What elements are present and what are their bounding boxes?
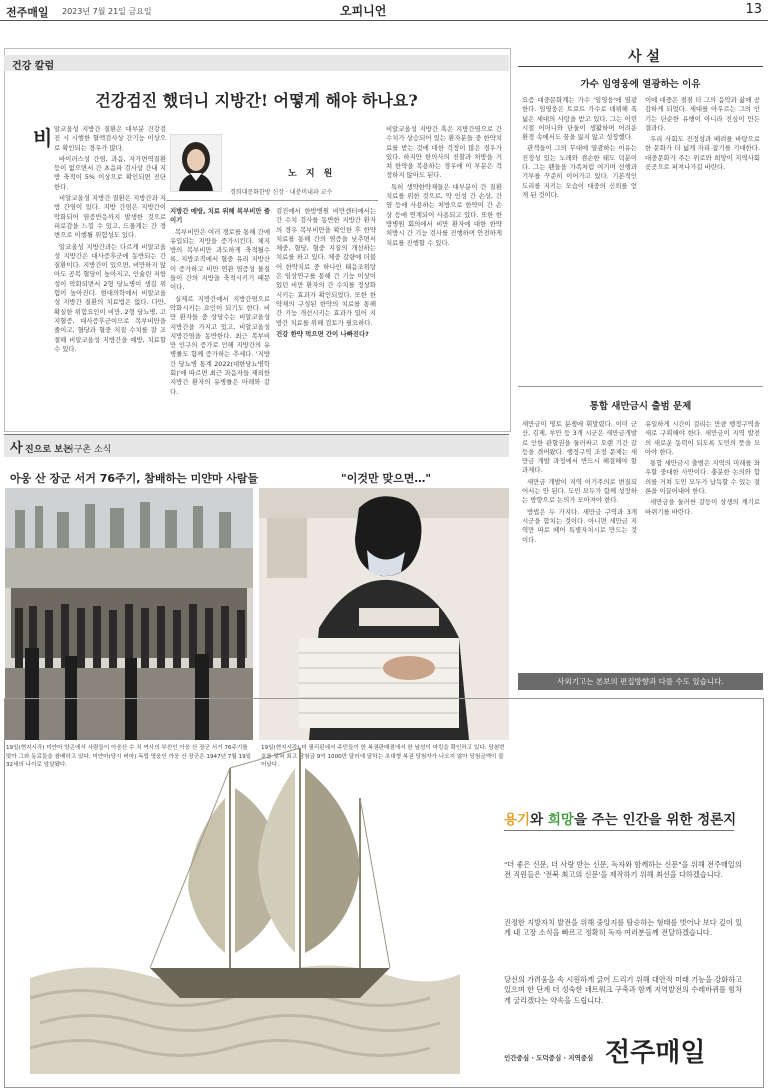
ed1-col1-p2: 관객들이 그의 무대에 열광하는 이유는 진정성 있는 노래와 겸손한 태도 덕분이다. 그는 팬들을 가족처럼 여기며 선행과 기부를 꾸준히 이어가고 있다. 기본적인 도리를 지키는 모습이 대중의 신뢰를 얻게 된 것이다. [522, 144, 637, 199]
ad-rule [504, 830, 734, 831]
photo-2-caption: 19일(현지시각) 미 필리핀에서 주민들이 한 복권판매점에서 한 남성이 마킹을 확인하고 있다. 당첨번호를 맞혀 최고 당첨금 9억 1000만 달러에 달하는 초대형 복권 당첨자가 나오지 않아 당첨금액이 불어났다. [261, 745, 505, 768]
newspaper-logo: 전주매일 [605, 1038, 706, 1068]
health-col-4 [386, 125, 502, 425]
editorial-divider [518, 386, 763, 387]
health-col-1 [54, 125, 166, 425]
ad-headline-courage: 용기 [504, 812, 531, 828]
health-col2-sub: 지방간 예방, 치료 위해 복부비만 줄이기 [170, 207, 270, 225]
editorial-1-col-2 [645, 96, 760, 380]
sailing-ship-icon [30, 728, 460, 1074]
editorial-header [518, 46, 763, 67]
ad-illustration [30, 728, 460, 1074]
health-col1-p1: 알코올성 지방간 질환은 대부분 건강검진 시 시행한 혈액검사상 간기능 이상으로 확인되는 경우가 많다. [54, 125, 166, 152]
photo-2-title: "이것만 맞으면…" [341, 472, 432, 485]
ed1-col1-p1: 요즘 대중문화계는 가수 '임영웅'에 열광한다. 임영웅은 트로트 가수로 데뷔해 폭넓은 세대의 사랑을 받고 있다. 그는 어린 시절 어머니와 단둘이 생활하며 어려운 환경 속에서도 꿈을 잃지 않고 성장했다. [522, 96, 637, 142]
ed2-col1-p1: 새만금이 영토 분쟁에 휘말렸다. 이미 군산, 김제, 부안 등 3개 시군은 새만금개발로 인한 관할권을 둘러싸고 오랜 기간 갈등을 겪어왔다. 행정구역 조정 문제는 새만금 개발 과정에서 반드시 해결해야 할 과제다. [522, 420, 637, 475]
health-article-title: 건강검진 했더니 지방간! 어떻게 해야 하나요? [95, 91, 418, 110]
health-col1-p3: 비알코올성 지방간 질환은 지방간과 지방 간염이 있다. 지방 간염은 지방간이 악화되어 염증반응까지 발생한 것으로 피로감을 느낄 수 있고, 드물게는 간 경변으로 이행될 위험성도 있다. [54, 194, 166, 240]
editorial-1-title: 가수 임영웅에 열광하는 이유 [580, 79, 701, 90]
author-role: 경희대문화한방 신장 · 내분비내과 교수 [230, 189, 333, 196]
contribution-notice [518, 673, 763, 690]
editorial-header-label: 사 설 [628, 49, 660, 65]
ed1-col2-p2: 우리 사회도 진정성과 배려를 바탕으로 한 문화가 더 넓게 자리 잡기를 기대한다. 대중문화가 주는 위로와 희망이 지역사회 곳곳으로 퍼져나가길 바란다. [645, 135, 760, 172]
ad-headline-hope: 희망 [547, 812, 574, 828]
ad-headline-and: 와 [530, 812, 548, 828]
ed1-col2-p1: 이에 대중은 점점 더 그의 음악과 삶에 공감하게 되었다. 세대를 아우르는 그의 인기는 단순한 유행이 아니라 진심이 만든 결과다. [645, 96, 760, 132]
ad-headline [504, 808, 736, 828]
ed2-col1-p2: 새만금 개발이 지역 이기주의로 변질되어서는 안 된다. 도민 모두가 함께 성장하는 방향으로 논의가 모아져야 한다. [522, 477, 637, 505]
health-col-3 [276, 207, 376, 425]
editorial-2-title: 통합 새만금시 출범 문제 [589, 401, 692, 412]
ad-paragraph-1: "더 좋은 신문, 더 사랑 받는 신문, 독자와 함께하는 신문"을 위해 전주매일의 전 직원들은 '전북 최고의 신문'을 제작하기 위해 최선을 다하겠습니다. [504, 860, 742, 880]
editorial-1-col-1 [522, 96, 637, 380]
health-col1-p4: 알코올성 지방간과는 다르게 비알코올성 지방간은 대사증후군에 동반되는 간질환이다. 지방간이 있으면, 비만하지 않아도 공복 혈당이 높아지고, 인슐린 저항성이 악화되면서 2형 당뇨병이 생길 위험이 높아진다. 현대의학에서 비알코올성 지방간 질환의 치료법은 없다. 다만, 확실한 위험요인이 비만, 2형 당뇨병, 고지혈증, 대사증후군이므로 복부비만을 줄이고, 혈당과 혈중 지질 수치를 잘 조절해 비알코올성 지방간을 예방, 치료할 수 있다. [54, 242, 166, 353]
author-rule [166, 200, 378, 201]
ed2-col2-p2: 통합 새만금시 출범은 지역의 미래를 좌우할 중대한 사안이다. 충분한 논의와 합의를 거쳐 도민 모두가 납득할 수 있는 결론을 이끌어내야 한다. [645, 459, 760, 496]
health-col4-p1: 비알코올성 지방간 혹은 지방간염으로 간 수치가 상승되어 있는 환자분들 중 한약치료를 받는 것에 대한 걱정이 많은 경우가 있다. 하지만 한의사의 진찰과 처방을 거쳐 한약을 복용하는 경우에 이 부분은 걱정하지 않아도 된다. [386, 125, 502, 180]
health-col3-p1: 검진에서 한방병원 비만센터에서는 간 수치 검사를 동반한 지방간 환자의 경우 복부비만을 확인한 후 한약 치료를 통해 간의 염증을 낮추면서 체중, 혈당, 혈중 지질의 개선하는 치료를 하고 있다. 체중 감량에 더불어 한약치료 중 하나인 태음조위탕은 임상연구를 통해 간 기능 이상이 있던 비만 환자의 간 수치를 정상화시키는 효과가 확인되었다. 또한 한약재의 구성된 한약의 치료를 통해 간 기능 개선시키는 효과가 있어 지방간 치료를 위해 검토가 필요하다. [276, 207, 376, 327]
health-col-2 [170, 207, 270, 425]
author-photo [170, 134, 222, 192]
photo-1-title: 아웅 산 장군 서거 76주기, 참배하는 미얀마 사람들 [10, 472, 259, 485]
ed2-col2-p1: 유일하게 시간이 걸리는 만큼 행정구역을 새로 구획해야 한다. 새만금이 지역 발전의 새로운 동력이 되도록 도민의 뜻을 모아야 한다. [645, 420, 760, 456]
author-name: 노 지 원 [288, 169, 336, 179]
photo-news-banner-rest: 진으로 보는 [25, 445, 72, 455]
author-portrait-icon [171, 135, 221, 191]
ad-paragraph-3: 당신의 가려움을 속 시원하게 긁어 드리기 위해 대안적 미래 기능을 강화하고 있으며 한 단계 더 성숙한 네트워크 구축과 함께 지역발전의 수레바퀴를 힘차게 굴리겠다는 약속을 드립니다. [504, 975, 743, 1005]
issue-date: 2023년 7월 21일 금요일 [62, 7, 152, 16]
health-column-tab [4, 55, 509, 71]
health-col2-p2: 실제로 지방간에서 지방간염으로 악화시키는 요인이 되기도 한다. 비만 환자들 중 상당수는 비알코올성 지방간을 가지고 있고, 비알코올성 지방간염을 동반한다. 최근 복부비만 인구의 증가로 인해 지방간의 유병률도 함께 증가하는 추세다. '지방간 당뇨병 통계 2022(대한당뇨병학회)'에 따르면 최근 과음자들 제외한 지방간 환자의 유병률은 아래와 같다. [170, 294, 270, 396]
brand-small: 전주매일 [6, 6, 49, 19]
contribution-notice-text: 사외기고는 본보의 편집방향과 다를 수도 있습니다. [557, 677, 724, 686]
ed2-col1-p3: 방법은 두 가지다. 새만금 구역과 3개 시군을 합치는 것이다. 아니면 새만금 지역만 따로 떼어 특별자치시로 만드는 것이다. [522, 507, 637, 544]
health-col2-p1: 복부비만은 여러 경로를 통해 간에 유입되는 지방을 증가시킨다. 체지방의 복부비만 과도하게 축적될수록, 지방조직에서 혈중 유리 지방산이 증가하고 비만 연관 염증성 물질들이 간의 지방을 축적시키기 때문이다. [170, 227, 270, 292]
editorial-2-col-1 [522, 420, 637, 668]
ad-headline-rest: 을 주는 인간을 위한 정론지 [573, 812, 737, 828]
health-col1-p2: 바이러스성 간염, 과음, 자가면역질환 등이 없으면서 간 초음파 검사상 간내 지방 축적이 5% 이상으로 확인되면 진단한다. [54, 154, 166, 191]
page-number: 13 [745, 2, 762, 17]
photo-news-banner-lead: 사 [10, 441, 23, 456]
health-col3-sub: 건강 한약 먹으면 간이 나빠진다? [276, 329, 369, 338]
health-col4-p2: 특히 생약한약재들은 대부분이 간 질환 치료를 위한 것으로, 약 인성 간 손상, 간염 등에 사용하는 처방으로 한약이 간 손상 등에 연계되어 사용되고 있다. 또한 한방병원 회의에서 비만 환자에 대한 한약 처방시 간 기능 검사를 진행하며 안전하게 치료를 진행할 수 있다. [386, 182, 502, 247]
photo-1-caption: 19일(현지시각) 미얀마 양곤에서 사람들이 아웅산 수 치 여사의 부친인 아웅 산 장군 서거 76주기를 맞아 그와 동료들을 참배하고 있다. 미얀마(당시 버마) 독립 영웅인 아웅 산 장군은 1947년 7월 19일 32세의 나이로 암살됐다. [6, 745, 252, 768]
section-name: 오피니언 [340, 4, 387, 18]
ad-slogan: 인간중심 · 도덕중심 · 지역중심 [504, 1054, 594, 1062]
photo-news-banner-sub: 지구촌 소식 [65, 445, 112, 455]
health-tab-label: 건강 칼럼 [12, 61, 55, 72]
drop-cap: 비 [33, 126, 53, 150]
ad-paragraph-2: 진정한 지방자치 발전을 위해 중앙지를 탐승하는 형태를 벗어나 보다 깊이 있게 내 고장 소식을 빠르고 정확히 독자 여러분들께 전달하겠습니다. [504, 918, 743, 938]
ed2-col2-p3: 새만금을 둘러싼 갈등이 상생의 계기로 바뀌기를 바란다. [645, 498, 760, 516]
editorial-2-col-2 [645, 420, 760, 668]
